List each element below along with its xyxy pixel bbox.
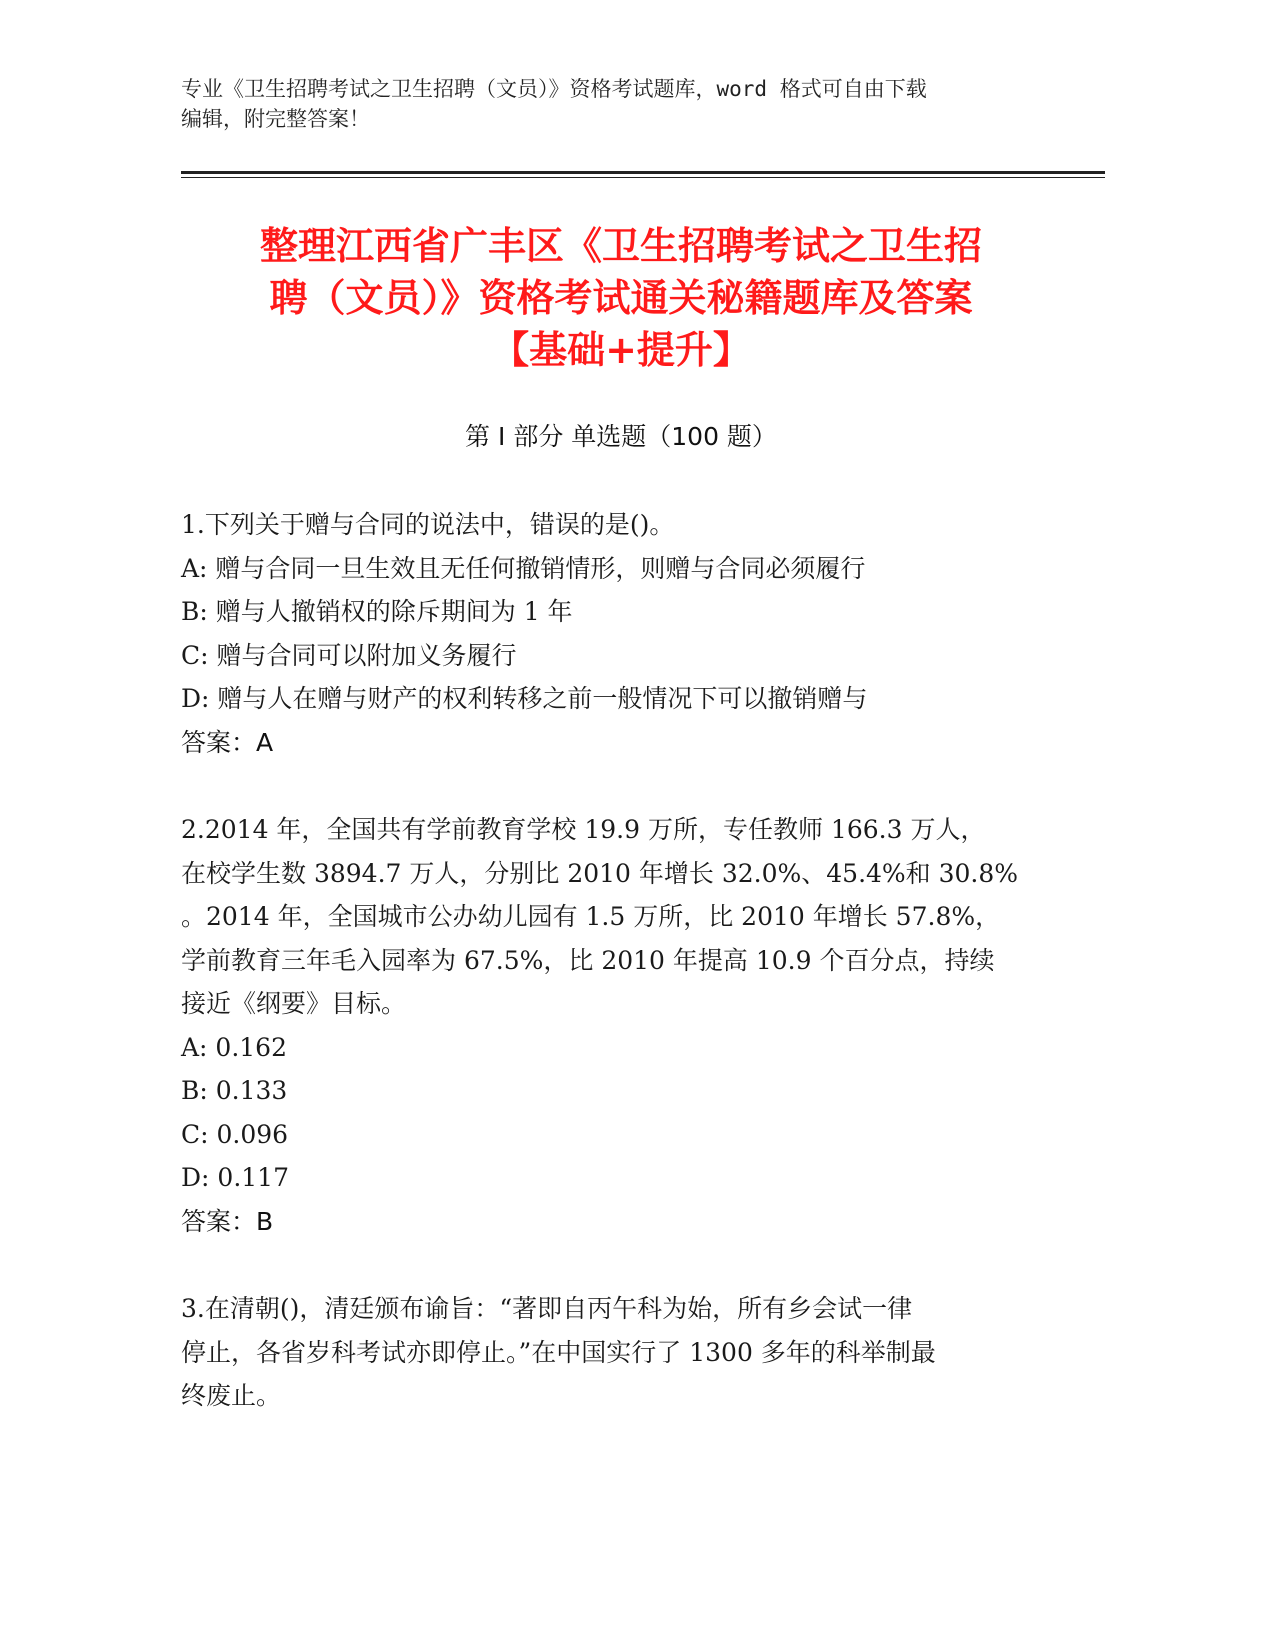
document-title [181, 220, 1061, 376]
question-stem-line: 学前教育三年毛入园率为 67.5%，比 2010 年提高 10.9 个百分点，持续 [181, 945, 995, 975]
question-stem-line: 在校学生数 3894.7 万人，分别比 2010 年增长 32.0%、45.4%和 30.8% [181, 858, 1019, 888]
question-stem-line: 。2014 年，全国城市公办幼儿园有 1.5 万所，比 2010 年增长 57.8%， [181, 902, 1001, 931]
answer: 答案：A [181, 727, 274, 757]
title-line-3: 【基础+提升】 [491, 328, 751, 372]
section-title: 第 I 部分 单选题（100 题） [465, 422, 777, 451]
title-line-1: 整理江西省广丰区《卫生招聘考试之卫生招 [259, 224, 982, 268]
header-divider-thick [181, 171, 1105, 174]
header-note [181, 74, 1041, 134]
header-divider-thin [181, 177, 1105, 178]
option-c: C: 赠与合同可以附加义务履行 [181, 640, 517, 670]
option-a: A: 赠与合同一旦生效且无任何撤销情形，则赠与合同必须履行 [181, 553, 866, 583]
question-stem-line: 接近《纲要》目标。 [181, 989, 407, 1018]
question-3 [181, 1287, 1051, 1418]
option-b: B: 0.133 [181, 1076, 288, 1105]
question-stem-line: 停止，各省岁科考试亦即停止。”在中国实行了 1300 多年的科举制最 [181, 1337, 936, 1367]
option-d: D: 0.117 [181, 1163, 289, 1192]
question-stem-line: 终废止。 [181, 1381, 282, 1410]
option-b: B: 赠与人撤销权的除斥期间为 1 年 [181, 597, 573, 626]
header-note-line-2: 编辑，附完整答案！ [181, 107, 370, 131]
question-stem-line: 3.在清朝()，清廷颁布谕旨：“著即自丙午科为始，所有乡会试一律 [181, 1294, 913, 1323]
question-stem-line: 2.2014 年，全国共有学前教育学校 19.9 万所，专任教师 166.3 万人， [181, 815, 986, 844]
title-line-2: 聘（文员）》资格考试通关秘籍题库及答案 [269, 276, 973, 320]
option-c: C: 0.096 [181, 1119, 289, 1149]
question-1 [181, 503, 1051, 764]
option-d: D: 赠与人在赠与财产的权利转移之前一般情况下可以撤销赠与 [181, 684, 868, 713]
question-stem: 1.下列关于赠与合同的说法中，错误的是()。 [181, 510, 675, 539]
answer: 答案：B [181, 1206, 274, 1236]
option-a: A: 0.162 [181, 1032, 287, 1062]
header-note-line-1: 专业《卫生招聘考试之卫生招聘（文员）》资格考试题库，word 格式可自由下载 [181, 77, 927, 101]
question-2 [181, 808, 1051, 1243]
